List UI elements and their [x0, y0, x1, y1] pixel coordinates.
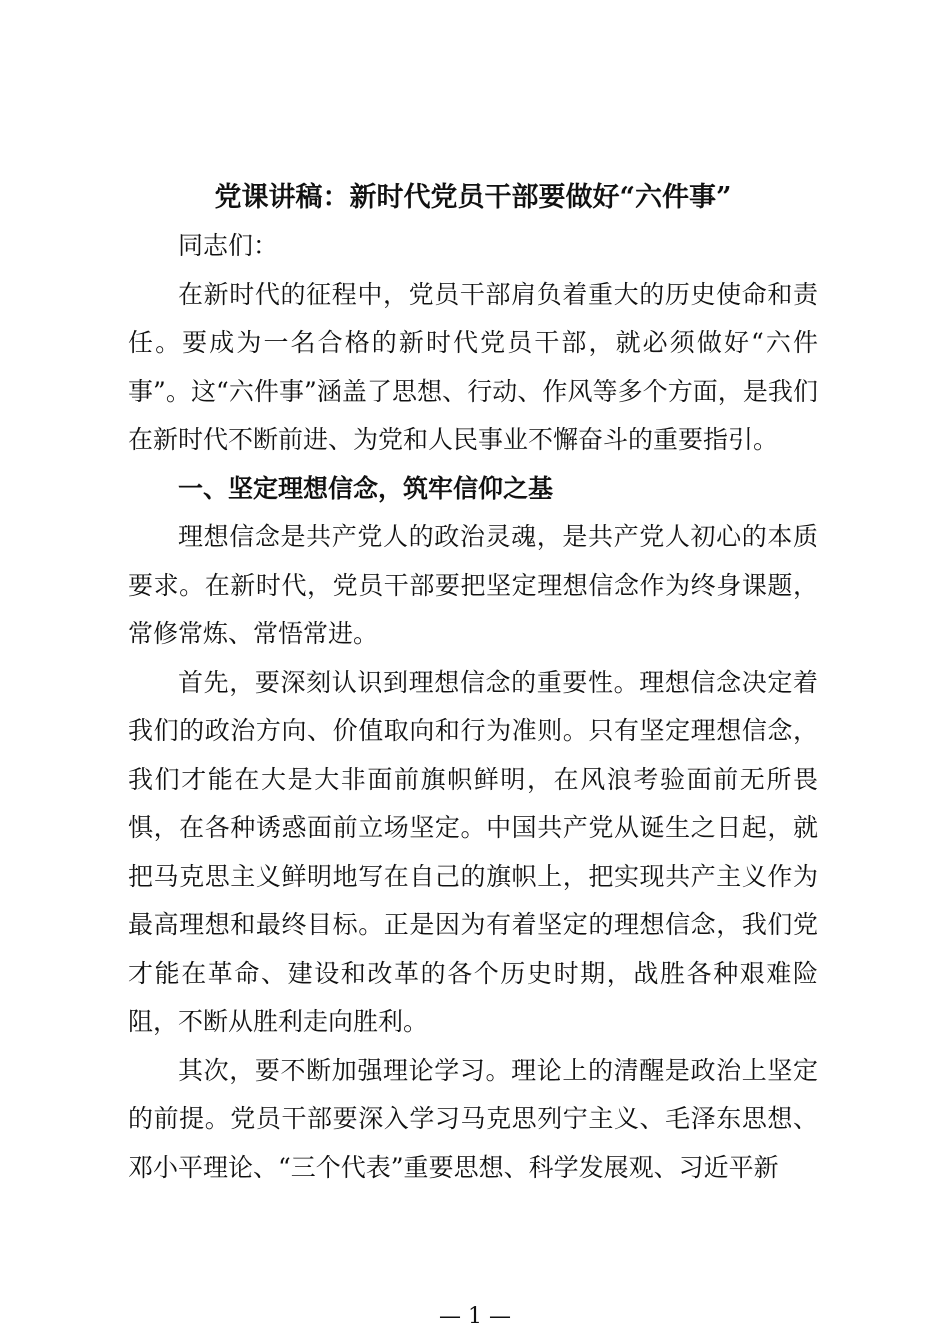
page-number: — 1 —	[439, 1304, 511, 1329]
intro-paragraph: 在新时代的征程中，党员干部肩负着重大的历史使命和责任。要成为一名合格的新时代党员干部，就必须做好“六件事”。这“六件事”涵盖了思想、行动、作风等多个方面，是我们在新时代不断前进、为党和人民事业不懈奋斗的重要指引。	[128, 279, 818, 454]
salutation: 同志们：	[178, 231, 279, 260]
section1-paragraph-3: 其次，要不断加强理论学习。理论上的清醒是政治上坚定的前提。党员干部要深入学习马克思列宁主义、毛泽东思想、邓小平理论、“三个代表”重要思想、科学发展观、习近平新	[128, 1055, 818, 1182]
section-heading-1: 一、坚定理想信念，筑牢信仰之基	[178, 473, 554, 503]
section1-paragraph-2: 首先，要深刻认识到理想信念的重要性。理想信念决定着我们的政治方向、价值取向和行为准则。只有坚定理想信念，我们才能在大是大非面前旗帜鲜明，在风浪考验面前无所畏惧，在各种诱惑面前立场坚定。中国共产党从诞生之日起，就把马克思主义鲜明地写在自己的旗帜上，把实现共产主义作为最高理想和最终目标。正是因为有着坚定的理想信念，我们党才能在革命、建设和改革的各个历史时期，战胜各种艰难险阻，不断从胜利走向胜利。	[128, 667, 818, 1036]
section1-paragraph-1: 理想信念是共产党人的政治灵魂，是共产党人初心的本质要求。在新时代，党员干部要把坚定理想信念作为终身课题，常修常炼、常悟常进。	[128, 522, 818, 648]
document-title: 党课讲稿：新时代党员干部要做好“六件事”	[214, 182, 732, 213]
document-body	[128, 222, 818, 1192]
